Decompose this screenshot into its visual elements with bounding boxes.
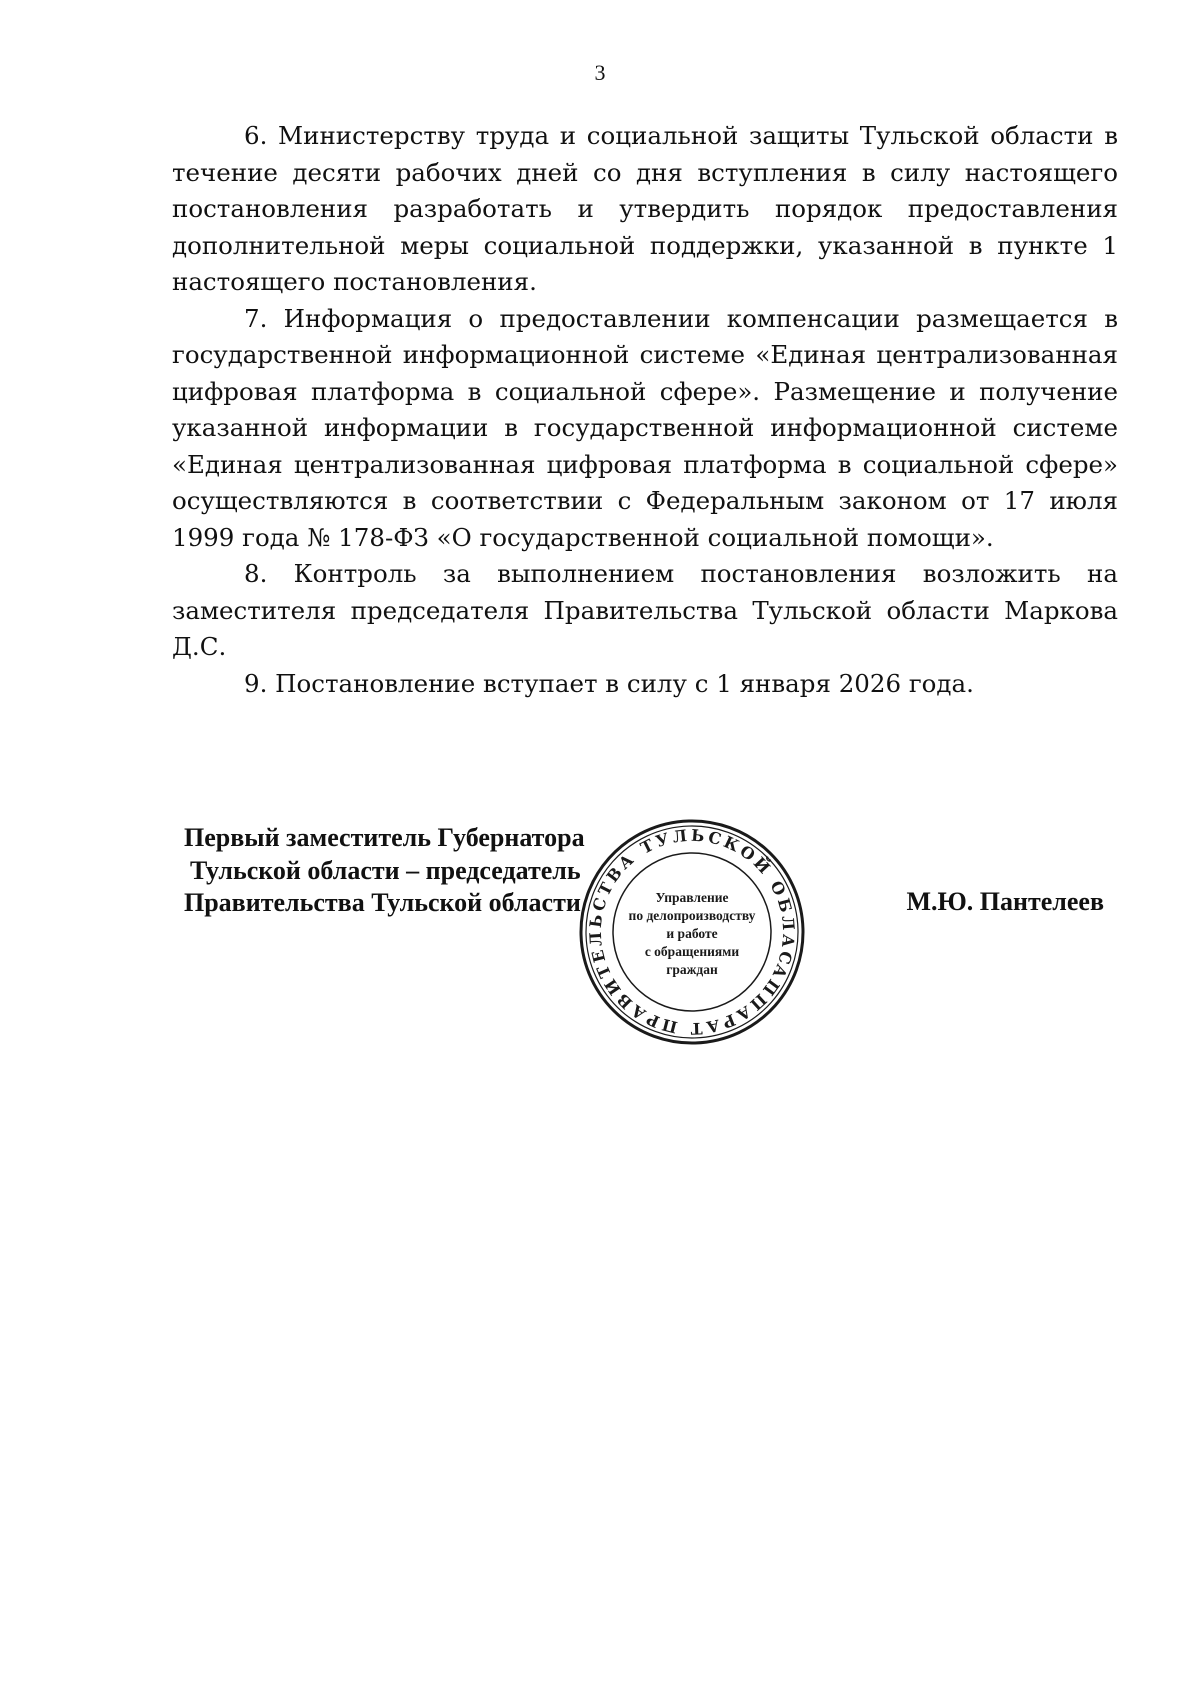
seal-outer-text: АППАРАТ ПРАВИТЕЛЬСТВА ТУЛЬСКОЙ ОБЛАСТИ bbox=[585, 825, 799, 1039]
page-number: 3 bbox=[594, 60, 606, 85]
seal-inner-line: с обращениями bbox=[644, 944, 740, 959]
paragraph-8: 8. Контроль за выполнением постановления возложить на заместителя председателя Правительства Тульской области Маркова Д.С. bbox=[172, 559, 1118, 661]
paragraph-7: 7. Информация о предоставлении компенсации размещается в государственной информационной системе «Единая централизованная цифровая платформа в социальной сфере». Размещение и получение указанной информации в государственной информационной системе «Единая централизованная цифровая платформа в социальной сфере» осуществляются в соответствии с Федеральным законом от 17 июля 1999 года № 178-ФЗ «О государственной социальной помощи». bbox=[172, 303, 1118, 552]
official-seal-stamp bbox=[578, 818, 806, 1046]
signatory-position-line: Тульской области – председатель bbox=[190, 855, 581, 885]
seal-inner-line: граждан bbox=[666, 962, 718, 977]
seal-inner-text bbox=[629, 890, 756, 977]
seal-inner-line: по делопроизводству bbox=[628, 908, 756, 923]
paragraph-6: 6. Министерству труда и социальной защиты Тульской области в течение десяти рабочих дней со дня вступления в силу настоящего постановления разработать и утвердить порядок предоставления дополнительной меры социальной поддержки, указанной в пункте 1 настоящего постановления. bbox=[172, 121, 1118, 296]
signatory-position bbox=[184, 822, 585, 920]
signatory-position-line: Правительства Тульской области bbox=[184, 888, 581, 917]
paragraph-9: 9. Постановление вступает в силу с 1 января 2026 года. bbox=[244, 668, 974, 698]
seal-inner-line: Управление bbox=[655, 890, 729, 905]
document-body bbox=[172, 118, 1118, 702]
signatory-position-line: Первый заместитель Губернатора bbox=[184, 823, 585, 852]
seal-inner-line: и работе bbox=[666, 926, 718, 941]
signatory-name: М.Ю. Пантелеев bbox=[906, 887, 1104, 916]
